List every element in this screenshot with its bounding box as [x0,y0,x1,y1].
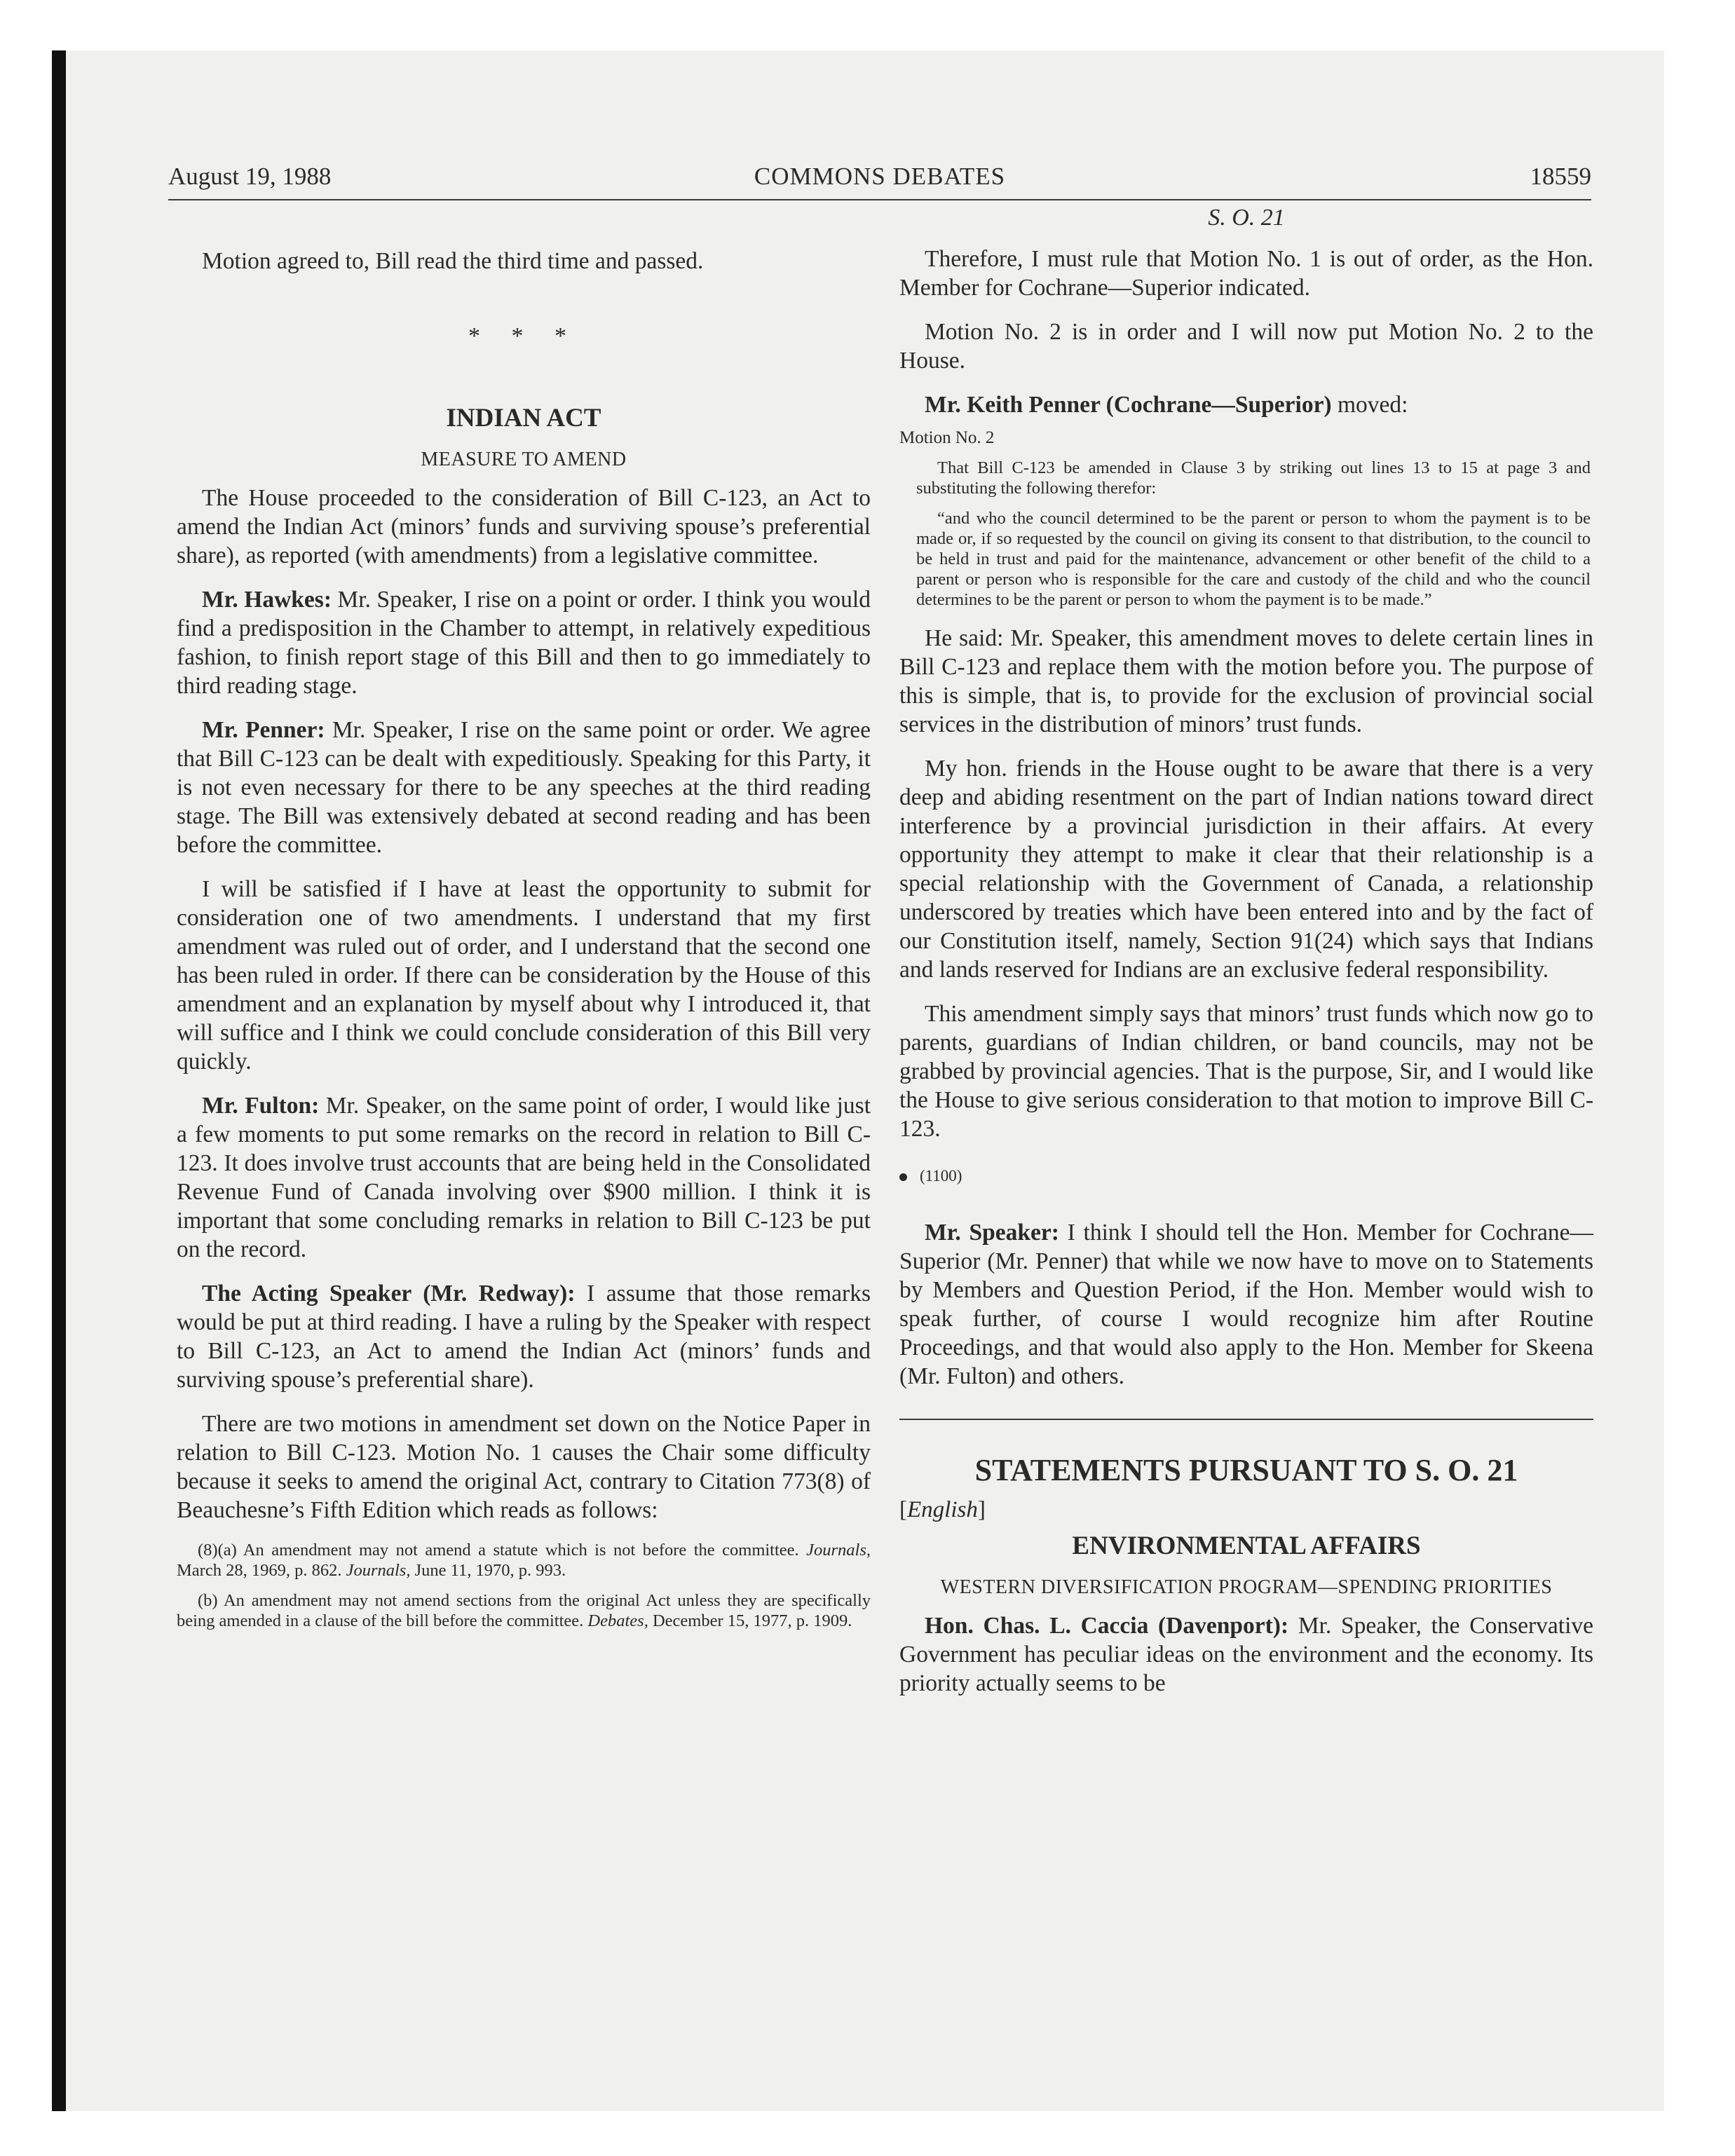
paragraph-mover [899,390,1593,419]
paragraph-amendment: This amendment simply says that minors’ trust funds which now go to parents, guardians of Indian children, or band councils, may not be grabbed by provincial agencies. That is the purpose, Sir, and I would like the House to give serious consideration to that motion to improve Bill C-123. [899,1001,1593,1142]
running-head [168,163,1591,200]
speaker-fulton: Mr. Fulton: [202,1093,320,1119]
paragraph-acting-speaker-2: There are two motions in amendment set down on the Notice Paper in relation to Bill C-123. Motion No. 1 causes the Chair some difficulty because it seeks to amend the original Act, contrary to Citation 773(8) of Beauchesne’s Fifth Edition which reads as follows: [177,1411,871,1523]
speaker-mr-speaker: Mr. Speaker: [925,1220,1059,1246]
speaker-hawkes: Mr. Hawkes: [202,587,332,613]
header-page-number: 18559 [1530,163,1591,190]
speaker-penner: Mr. Penner: [202,717,325,743]
paragraph-resentment: My hon. friends in the House ought to be aware that there is a very deep and abiding resentment on the part of Indian nations toward direct interference by a provincial jurisdiction in their affairs. At every opportunity they attempt to make it clear that their relationship is a special relationship with the Government of Canada, a relationship underscored by treaties which have been entered into and by the fact of our Constitution itself, namely, Section 91(24) which says that Indians and lands reserved for Indians are an exclusive federal responsibility. [899,756,1593,983]
section-separator-stars: * * * [468,323,579,349]
paragraph-penner [177,716,871,859]
acting-text: I assume that those remarks would be put at third reading. I have a ruling by the Speaker with respect to Bill C-123, an Act to amend the Indian Act (minors’ funds and surviving spouse’s preferential share). [177,1281,871,1393]
language-tag: [English] [899,1497,986,1522]
caccia-text: Mr. Speaker, the Conservative Government has peculiar ideas on the environment and the economy. Its priority actually seems to be [899,1613,1594,1696]
right-column [899,203,1593,1713]
speaker-keith-penner: Mr. Keith Penner (Cochrane—Superior) [925,392,1332,418]
left-column [177,203,871,1641]
fulton-text: Mr. Speaker, on the same point of order, I would like just a few moments to put some remarks on the record in relation to Bill C-123. It does involve trust accounts that are being held in the Consolidated Revenue Fund of Canada involving over $900 million. I think it is important that some concluding remarks in relation to Bill C-123 be put on the record. [177,1093,871,1262]
opening-line: Motion agreed to, Bill read the third time and passed. [202,248,704,274]
paragraph-caccia [899,1611,1593,1698]
bullet-icon [899,1173,907,1181]
citation-a: (8)(a) An amendment may not amend a statute which is not before the committee. Journals, March 28, 1969, p. 862. Journals, June 11, 1970, p. 993. [177,1541,871,1580]
motion-label: Motion No. 2 [899,428,995,447]
citation-b: (b) An amendment may not amend sections from the original Act unless they are specifically being amended in a clause of the bill before the committee. Debates, December 15, 1977, p. 1909. [177,1591,871,1630]
subheading-measure: MEASURE TO AMEND [421,449,627,470]
paragraph-hawkes [177,585,871,700]
scan-edge-bar [52,50,66,2111]
so21-header: S. O. 21 [1208,205,1285,231]
penner-text: Mr. Speaker, I rise on the same point or order. We agree that Bill C-123 can be dealt with expeditiously. Speaking for this Party, it is not even necessary for there to be any speeches at the third reading stage. The Bill was extensively debated at second reading and has been before the committee. [177,717,871,858]
paragraph-proceedings: The House proceeded to the consideration of Bill C-123, an Act to amend the Indian Act (minors’ funds and surviving spouse’s preferential share), as reported (with amendments) from a legislative committee. [177,485,871,568]
mover-text: moved: [1337,392,1408,418]
heading-indian-act: INDIAN ACT [446,404,601,432]
motion-quote: “and who the council determined to be the parent or person to whom the payment is to be made or, if so requested by the council on giving its consent to that distribution, to the council to be held in trust and paid for the maintenance, advancement or other benefit of the child to a parent or person who is responsible for the care and custody of the child and who the council determines to be the parent or person to whom the payment is to be made.” [916,509,1591,609]
paragraph-fulton [177,1091,871,1264]
paragraph-ruling: Therefore, I must rule that Motion No. 1 is out of order, as the Hon. Member for Cochrane—Superior indicated. [899,246,1593,301]
timestamp: (1100) [899,1161,1593,1190]
subheading-western-diversification: WESTERN DIVERSIFICATION PROGRAM—SPENDING PRIORITIES [940,1576,1553,1598]
header-date: August 19, 1988 [168,163,332,190]
heading-environmental-affairs: ENVIRONMENTAL AFFAIRS [1072,1531,1421,1560]
paragraph-acting-speaker [177,1279,871,1394]
paragraph-he-said: He said: Mr. Speaker, this amendment moves to delete certain lines in Bill C-123 and replace them with the motion before you. The purpose of this is simple, that is, to provide for the exclusion of provincial social services in the distribution of minors’ trust funds. [899,625,1593,737]
paragraph-penner-2: I will be satisfied if I have at least the opportunity to submit for consideration one of two amendments. I understand that my first amendment was ruled out of order, and I understand that the second one has been ruled in order. If there can be consideration by the House of this amendment and an explanation by myself about why I introduced it, that will suffice and I think we could conclude consideration of this Bill very quickly. [177,876,871,1074]
speaker-text: I think I should tell the Hon. Member for Cochrane—Superior (Mr. Penner) that while we now have to move on to Statements by Members and Question Period, if the Hon. Member would wish to speak further, of course I would recognize him after Routine Proceedings, and that would also apply to the Hon. Member for Skeena (Mr. Fulton) and others. [899,1220,1593,1389]
hawkes-text: Mr. Speaker, I rise on a point or order. I think you would find a predisposition in the Chamber to attempt, in relatively expeditious fashion, to finish report stage of this Bill and then to go immediately to third reading stage. [177,587,871,699]
header-title: COMMONS DEBATES [754,163,1006,190]
paragraph-motion-order: Motion No. 2 is in order and I will now put Motion No. 2 to the House. [899,319,1593,374]
speaker-caccia: Hon. Chas. L. Caccia (Davenport): [925,1613,1289,1639]
speaker-acting: The Acting Speaker (Mr. Redway): [202,1281,576,1306]
section-divider [899,1419,1593,1420]
motion-text: That Bill C-123 be amended in Clause 3 by striking out lines 13 to 15 at page 3 and substituting the following therefor: [916,458,1591,498]
paragraph-speaker [899,1218,1593,1391]
section-title-statements: STATEMENTS PURSUANT TO S. O. 21 [974,1453,1518,1487]
